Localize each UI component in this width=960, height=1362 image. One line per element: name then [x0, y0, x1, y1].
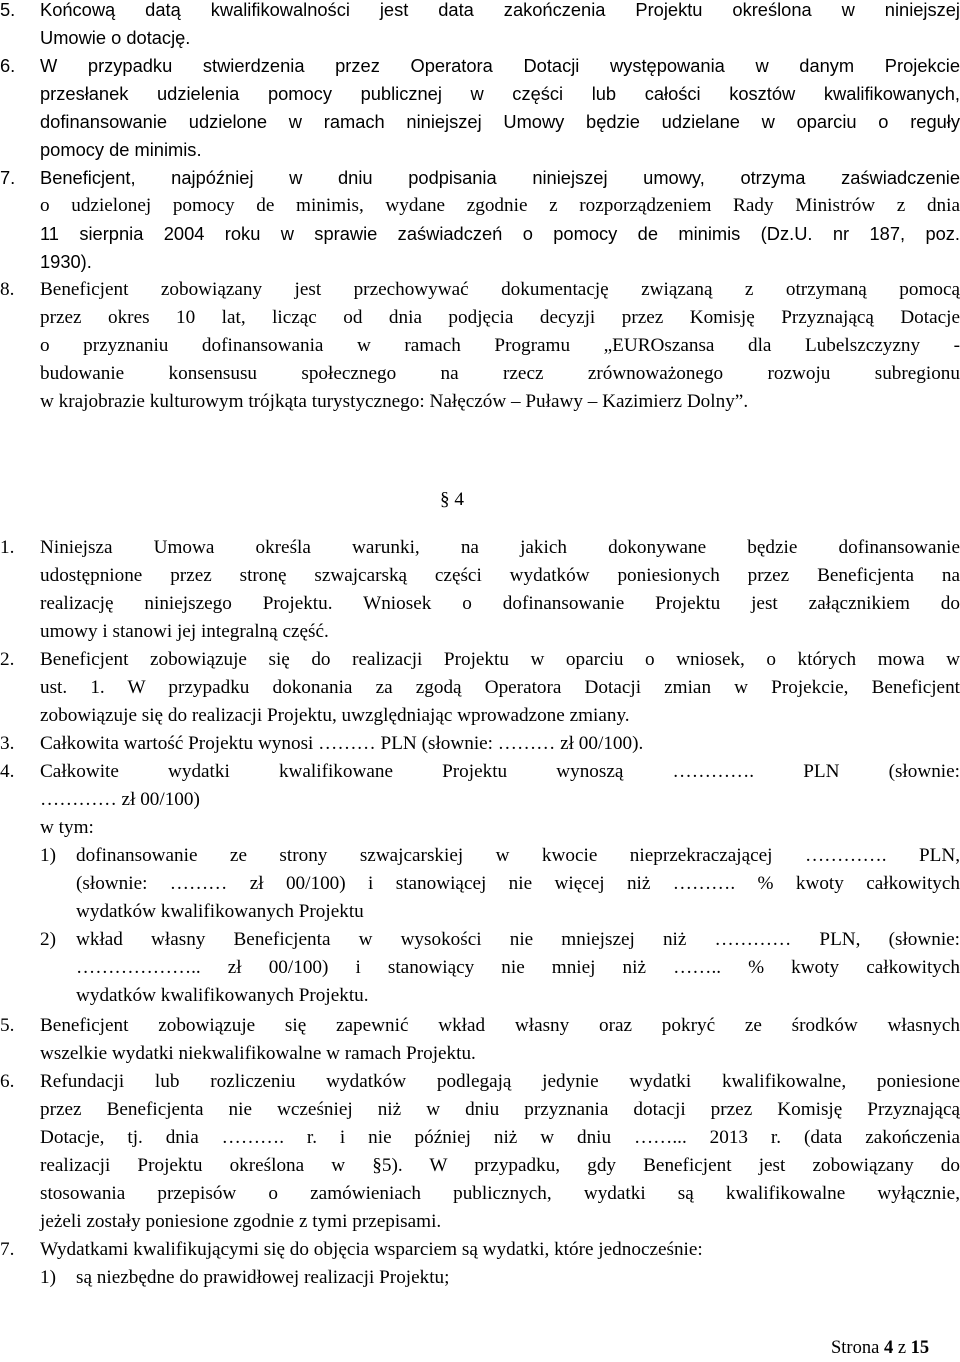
text-line: Beneficjent zobowiązuje się zapewnić wkład własny oraz pokryć ze środków własnych	[40, 1015, 960, 1036]
section-heading: § 4	[440, 489, 464, 510]
item-number: 6.	[0, 1071, 15, 1092]
text-line: Końcową datą kwalifikowalności jest data zakończenia Projektu określona w niniejszej	[40, 0, 960, 20]
text-line: zobowiązuje się do realizacji Projektu, uwzględniając wprowadzone zmiany.	[40, 705, 630, 726]
list-item	[0, 1236, 703, 1264]
text-line: (słownie: ……… zł 00/100) i stanowiącej nie więcej niż ………. % kwoty całkowitych	[76, 873, 960, 894]
list-item	[0, 1012, 960, 1040]
item-number: 3.	[0, 733, 15, 754]
text-line: 11 sierpnia 2004 roku w sprawie zaświadczeń o pomocy de minimis (Dz.U. nr 187, poz.	[40, 223, 960, 244]
text-line: Całkowita wartość Projektu wynosi ……… PLN (słownie: ……… zł 00/100).	[40, 733, 644, 754]
list-item	[0, 276, 960, 304]
item-number: 6.	[0, 55, 16, 76]
text-line: stosowania przepisów o zamówieniach publicznych, wydatki są kwalifikowalne wyłącznie,	[40, 1183, 960, 1204]
text-line: przez okres 10 lat, licząc od dnia podjęcia decyzji przez Komisję Przyznającą Dotacje	[40, 307, 960, 328]
text-line: udostępnione przez stronę szwajcarską części wydatków poniesionych przez Beneficjenta na	[40, 565, 960, 586]
text-line: W przypadku stwierdzenia przez Operatora Dotacji występowania w danym Projekcie	[40, 55, 960, 76]
item-number: 5.	[0, 0, 16, 20]
item-number: 1.	[0, 537, 15, 558]
item-number: 7.	[0, 1239, 15, 1260]
text-line: umowy i stanowi jej integralną część.	[40, 621, 329, 642]
text-line: wydatków kwalifikowanych Projektu	[76, 901, 364, 922]
footer-page-number: 4	[883, 1338, 894, 1358]
text-line: Umowie o dotację.	[40, 27, 191, 48]
footer-prefix: Strona	[831, 1338, 880, 1358]
text-line: przesłanek udzielenia pomocy publicznej w części lub całości kosztów kwalifikowanych,	[40, 83, 960, 104]
item-number: 2.	[0, 649, 15, 670]
text-line: Beneficjent zobowiązuje się do realizacji Projektu w oparciu o wniosek, o których mowa w	[40, 649, 960, 670]
text-line: wkład własny Beneficjenta w wysokości nie mniejszej niż ………… PLN, (słownie:	[76, 929, 960, 950]
list-item	[0, 758, 960, 786]
list-item	[40, 1264, 449, 1292]
text-line: jeżeli zostały poniesione zgodnie z tymi przepisami.	[40, 1211, 442, 1232]
footer-total-pages: 15	[910, 1338, 930, 1358]
text-line: realizacji Projektu określona w §5). W przypadku, gdy Beneficjent jest zobowiązany do	[40, 1155, 960, 1176]
text-line: w tym:	[40, 817, 94, 838]
text-line: o udzielonej pomocy de minimis, wydane zgodnie z rozporządzeniem Rady Ministrów z dnia	[40, 195, 960, 216]
text-line: o przyznaniu dofinansowania w ramach Programu „EUROszansa dla Lubelszczyzny -	[40, 335, 960, 356]
text-line: Beneficjent, najpóźniej w dniu podpisania niniejszej umowy, otrzyma zaświadczenie	[40, 167, 960, 188]
text-line: pomocy de minimis.	[40, 139, 202, 160]
list-item	[0, 0, 960, 24]
list-item	[0, 534, 960, 562]
item-number: 1)	[40, 845, 56, 866]
text-line: Wydatkami kwalifikującymi się do objęcia wsparciem są wydatki, które jednocześnie:	[40, 1239, 703, 1260]
text-line: Dotacje, tj. dnia ………. r. i nie później niż w dniu ……... 2013 r. (data zakończenia	[40, 1127, 960, 1148]
item-number: 7.	[0, 167, 16, 188]
list-item	[0, 1068, 960, 1096]
text-line: przez Beneficjenta nie wcześniej niż w dniu przyznania dotacji przez Komisję Przyznającą	[40, 1099, 960, 1120]
text-line: wydatków kwalifikowanych Projektu.	[76, 985, 369, 1006]
item-number: 4.	[0, 761, 15, 782]
list-item	[0, 52, 960, 80]
item-number: 8.	[0, 279, 15, 300]
text-line: realizację niniejszego Projektu. Wniosek o dofinansowanie Projektu jest załącznikiem do	[40, 593, 960, 614]
item-number: 1)	[40, 1267, 56, 1288]
list-item	[40, 926, 960, 954]
text-line: 1930).	[40, 251, 92, 272]
text-line: Niniejsza Umowa określa warunki, na jakich dokonywane będzie dofinansowanie	[40, 537, 960, 558]
text-line: Refundacji lub rozliczeniu wydatków podlegają jedynie wydatki kwalifikowalne, poniesione	[40, 1071, 960, 1092]
list-item	[0, 646, 960, 674]
text-line: wszelkie wydatki niekwalifikowalne w ramach Projektu.	[40, 1043, 476, 1064]
text-line: są niezbędne do prawidłowej realizacji Projektu;	[76, 1267, 450, 1288]
list-item	[40, 842, 960, 870]
text-line: Całkowite wydatki kwalifikowane Projektu wynoszą …………. PLN (słownie:	[40, 761, 960, 782]
text-line: dofinansowanie ze strony szwajcarskiej w kwocie nieprzekraczającej …………. PLN,	[76, 845, 960, 866]
text-line: budowanie konsensusu społecznego na rzecz zrównoważonego rozwoju subregionu	[40, 363, 960, 384]
list-item	[0, 730, 643, 758]
text-line: Beneficjent zobowiązany jest przechowywać dokumentację związaną z otrzymaną pomocą	[40, 279, 960, 300]
text-line: dofinansowanie udzielone w ramach niniejszej Umowy będzie udzielane w oparciu o reguły	[40, 111, 960, 132]
item-number: 5.	[0, 1015, 15, 1036]
list-item	[0, 164, 960, 192]
text-line: ……………….. zł 00/100) i stanowiący nie mniej niż …….. % kwoty całkowitych	[76, 957, 960, 978]
text-line: w krajobrazie kulturowym trójkąta turystycznego: Nałęczów – Puławy – Kazimierz Dolny”.	[40, 391, 749, 412]
text-line: ………… zł 00/100)	[40, 789, 200, 810]
footer-separator: z	[897, 1338, 907, 1358]
item-number: 2)	[40, 929, 56, 950]
text-line: ust. 1. W przypadku dokonania za zgodą Operatora Dotacji zmian w Projekcie, Beneficjent	[40, 677, 960, 698]
